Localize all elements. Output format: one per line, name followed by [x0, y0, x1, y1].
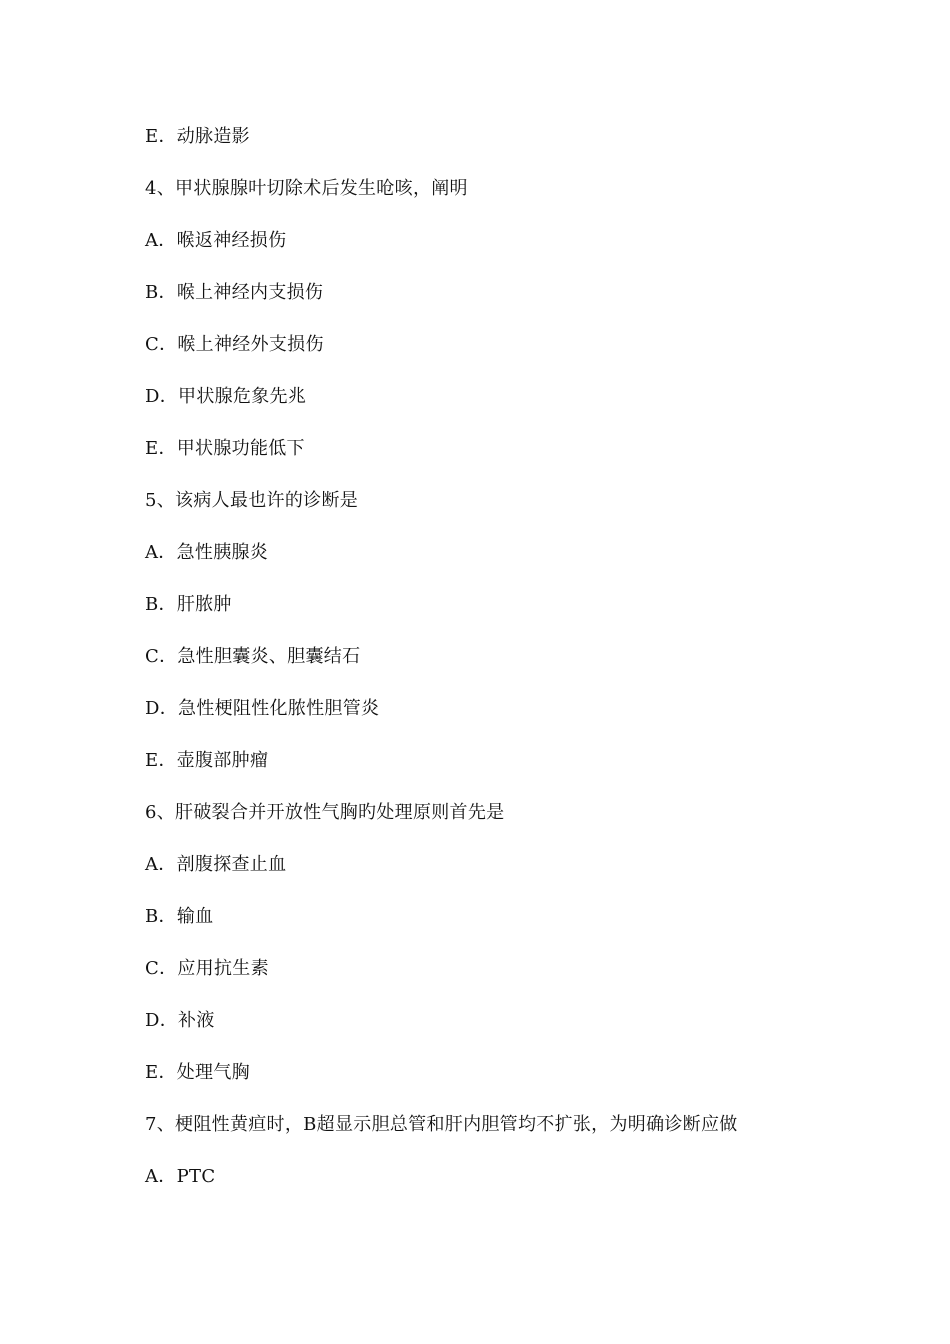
- question-5: 5、该病人最也许的诊断是: [145, 490, 359, 511]
- option-b-q5: B．肝脓肿: [145, 594, 232, 615]
- option-e-q6: E．处理气胸: [145, 1062, 250, 1083]
- option-e-q3: E．动脉造影: [145, 126, 250, 147]
- option-d-q6: D．补液: [145, 1010, 215, 1031]
- option-d-q5: D．急性梗阻性化脓性胆管炎: [145, 698, 380, 719]
- question-4: 4、甲状腺腺叶切除术后发生呛咳，阐明: [145, 178, 468, 199]
- option-a-q7: A．PTC: [145, 1166, 216, 1187]
- question-6: 6、肝破裂合并开放性气胸旳处理原则首先是: [145, 802, 505, 823]
- option-a-q6: A．剖腹探查止血: [145, 854, 287, 875]
- option-a-q4: A．喉返神经损伤: [145, 230, 287, 251]
- option-d-q4: D．甲状腺危象先兆: [145, 386, 307, 407]
- option-e-q5: E．壶腹部肿瘤: [145, 750, 269, 771]
- option-e-q4: E．甲状腺功能低下: [145, 438, 305, 459]
- option-c-q6: C．应用抗生素: [145, 958, 269, 979]
- option-b-q6: B．输血: [145, 906, 214, 927]
- option-b-q4: B．喉上神经内支损伤: [145, 282, 324, 303]
- option-c-q5: C．急性胆囊炎、胆囊结石: [145, 646, 361, 667]
- option-a-q5: A．急性胰腺炎: [145, 542, 269, 563]
- question-7: 7、梗阻性黄疸时，B超显示胆总管和肝内胆管均不扩张，为明确诊断应做: [145, 1114, 738, 1135]
- option-c-q4: C．喉上神经外支损伤: [145, 334, 324, 355]
